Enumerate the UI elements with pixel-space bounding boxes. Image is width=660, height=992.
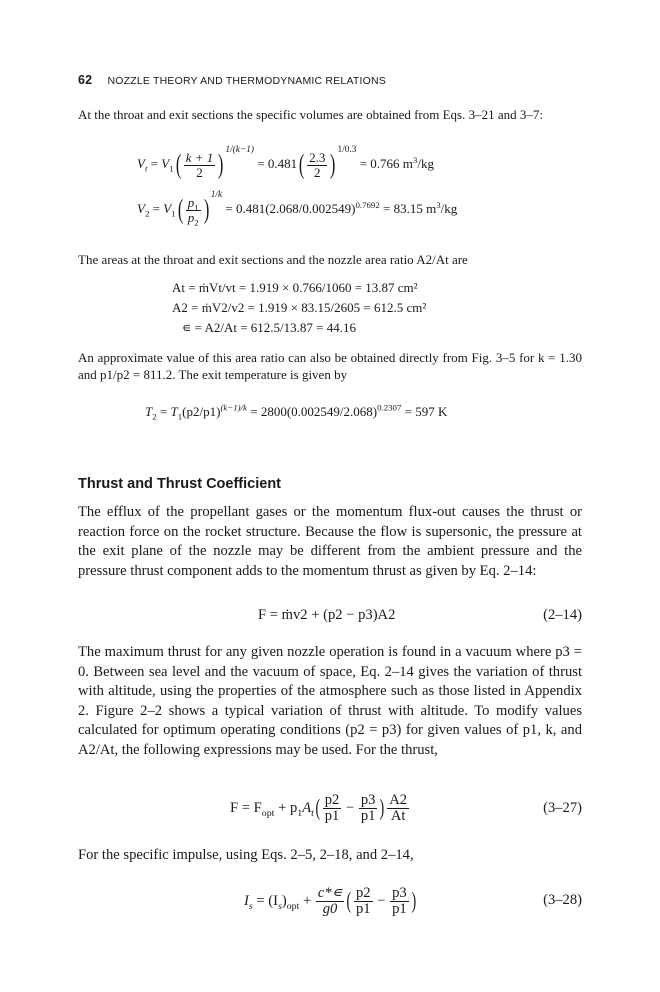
eq-327-f3-num: A2	[389, 792, 408, 808]
eq-327-minus: −	[342, 800, 358, 817]
equation-v2: $V_2 = V_1$( $\frac{p_1}{p_2}$ ) $1/k = 0.481(2.068/0.002549)^{0.7692} = 83.15$ $m^3/kg$	[137, 190, 458, 228]
eq-328-equals: = (I	[252, 893, 278, 910]
eq-327-plus: + p	[274, 800, 298, 817]
eq-327-frac-3	[387, 793, 409, 825]
eq-328-is-sub: s	[277, 901, 282, 913]
eq-vt-exponent: 1/(k−1)	[225, 145, 254, 155]
equation-3-27: $F = F_{opt} + p_1A_t$( $\frac{p2}{p1}$ − $\frac{p3}{p1}$ ) $\frac{A2}{At}$	[230, 792, 408, 825]
eq-v2-lhs: V	[137, 201, 145, 217]
eq-v2-lhs-sub: 2	[144, 208, 150, 219]
eq-327-p-sub: 1	[297, 808, 303, 820]
eq-t2-value: = 2800(0.002549/2.068)	[246, 404, 378, 419]
eq-328-f1-den: p1	[355, 901, 371, 918]
eq-327-f1-den: p1	[324, 808, 340, 825]
eq-vt-frac-num: k + 1	[185, 150, 214, 165]
eq-t2-t1-sub: 1	[177, 411, 183, 422]
eq-vt-equals: =	[147, 156, 162, 172]
eq-v2-equals: =	[149, 201, 164, 217]
eq-v2-result: = 83.15 m	[379, 201, 437, 217]
eq-328-opt-sub: opt	[286, 901, 300, 913]
eq-vt-fraction	[184, 151, 216, 179]
eq-v2-v1: V	[163, 201, 172, 217]
eq-v2-exponent: 1/k	[210, 190, 223, 200]
running-title: NOZZLE THEORY AND THERMODYNAMIC RELATIONS	[107, 75, 386, 87]
eq-vt-v1: V	[161, 156, 170, 172]
eq-vt-frac-den: 2	[196, 164, 203, 180]
equation-3-27-number: (3–27)	[543, 800, 582, 816]
eq-v2-mid: = 0.481(2.068/0.002549)	[222, 201, 356, 217]
eq-328-c-num: c*∊	[317, 885, 343, 901]
eq-328-frac-c	[316, 886, 344, 918]
eq-t2-equals: =	[156, 404, 171, 419]
eq-vt-lhs-sub: t	[144, 163, 148, 174]
intro-paragraph: At the throat and exit sections the specific volumes are obtained from Eqs. 3–21 and 3–7:	[78, 107, 543, 122]
eq-t2-mid: (p2/p1)	[182, 404, 221, 419]
areas-paragraph: The areas at the throat and exit sections and the nozzle area ratio A2/At are	[78, 252, 468, 267]
eq-327-lhs-sub: opt	[261, 808, 275, 820]
eq-vt-mid: = 0.481	[253, 156, 298, 172]
equation-a2: A2 = ṁV2/v2 = 1.919 × 83.15/2605 = 612.5 cm²	[172, 300, 427, 315]
efflux-paragraph: The efflux of the propellant gases or the momentum flux-out causes the thrust or reaction force on the rocket structure. Because the flow is supersonic, the pressure at the exit plane of the nozzle may be different from the ambient pressure and the pressure thrust component adds to the momentum thrust as given by Eq. 2–14:	[78, 504, 582, 579]
eq-327-a-sub: t	[311, 808, 314, 820]
eq-v2-den-p: p	[187, 209, 195, 225]
eq-v2-v1-sub: 1	[171, 208, 176, 219]
eq-vt-unit: /kg	[417, 156, 434, 172]
eq-v2-mid-exp: 0.7692	[355, 199, 380, 210]
eq-328-frac-2	[390, 886, 409, 918]
eq-328-plus: +	[299, 893, 315, 910]
eq-328-f2-num: p3	[392, 885, 407, 901]
eq-t2-value-exp: 0.2307	[377, 402, 402, 413]
eq-327-a: A	[302, 800, 312, 817]
equation-at: At = ṁVt/vt = 1.919 × 0.766/1060 = 13.87 cm²	[172, 280, 418, 295]
eq-vt-unit-exp: 3	[412, 154, 418, 165]
equation-vt: $V_t = V_1$( $\frac{k + 1}{2}$ ) 1/(k−1) = 0.481( $\frac{2.3}{2}$ ) 1/0.3 = 0.766 $m^3/kg$	[137, 145, 434, 180]
eq-vt-fraction-2	[307, 151, 327, 179]
impulse-paragraph: For the specific impulse, using Eqs. 2–5, 2–18, and 2–14,	[78, 847, 414, 863]
eq-v2-fraction	[186, 195, 201, 228]
eq-328-lhs-sub: s	[248, 901, 253, 913]
equation-2-14: F = ṁv2 + (p2 − p3)A2	[258, 607, 396, 623]
approx-paragraph: An approximate value of this area ratio can also be obtained directly from Fig. 3–5 for k = 1.30 and p1/p2 = 811.2. The exit temperature is given by	[78, 350, 582, 382]
eq-328-c-den: g0	[322, 901, 338, 918]
vacuum-paragraph: The maximum thrust for any given nozzle operation is found in a vacuum where p3 = 0. Between sea level and the vacuum of space, Eq. 2–14 gives the variation of thrust with altitude, using the properties of the atmosphere such as those listed in Appendix 2. Figure 2–2 shows a typical variation of thrust with altitude. To modify values calculated for optimum operating conditions (p2 = p3) for given values of p1, k, and A2/At, the following expressions may be used. For the thrust,	[78, 644, 582, 758]
page-number: 62	[78, 73, 93, 87]
eq-t2-t1: T	[170, 404, 178, 419]
eq-v2-unit-exp: 3	[436, 199, 441, 210]
eq-v2-num-p: p	[187, 195, 195, 210]
eq-327-f2-den: p1	[360, 808, 376, 825]
eq-328-f1-num: p2	[355, 885, 371, 901]
equation-area-ratio: ∊ = A2/At = 612.5/13.87 = 44.16	[182, 320, 356, 335]
running-head	[78, 73, 386, 87]
eq-327-lhs: F = F	[230, 800, 262, 817]
eq-vt-frac2-den: 2	[314, 164, 321, 180]
eq-327-f1-num: p2	[324, 792, 340, 808]
eq-327-f2-num: p3	[360, 792, 376, 808]
equation-3-28: $I_s = (I_s)_{opt}$ + $\frac{c*∊}{g0}$ ( $\frac{p2}{p1}$ − $\frac{p3}{p1}$ )	[244, 885, 416, 918]
equation-2-14-number: (2–14)	[543, 607, 582, 623]
eq-t2-lhs-sub: 2	[152, 411, 157, 422]
eq-vt-result: = 0.766 m	[356, 156, 413, 172]
eq-328-frac-1	[354, 886, 373, 918]
eq-328-lhs: I	[244, 893, 249, 910]
eq-v2-unit: /kg	[440, 201, 458, 217]
eq-vt-lhs: V	[137, 156, 145, 172]
eq-t2-lhs: T	[145, 404, 153, 419]
eq-vt-exponent-2: 1/0.3	[337, 145, 357, 155]
eq-vt-v1-sub: 1	[169, 163, 174, 174]
eq-327-frac-2	[359, 793, 378, 825]
eq-328-minus: −	[373, 893, 390, 910]
equation-3-28-number: (3–28)	[543, 892, 582, 908]
section-title: Thrust and Thrust Coefficient	[78, 476, 281, 492]
eq-328-close: )	[281, 893, 287, 910]
eq-v2-den-sub: 2	[194, 217, 199, 228]
eq-327-frac-1	[323, 793, 342, 825]
eq-t2-mid-exp: (k−1)/k	[220, 402, 247, 413]
eq-327-f3-den: At	[390, 808, 406, 825]
eq-v2-num-sub: 1	[194, 202, 199, 213]
eq-t2-result: = 597 K	[401, 404, 448, 419]
equation-t2	[145, 404, 447, 420]
eq-vt-frac2-num: 2.3	[309, 150, 326, 165]
eq-328-f2-den: p1	[392, 901, 407, 918]
